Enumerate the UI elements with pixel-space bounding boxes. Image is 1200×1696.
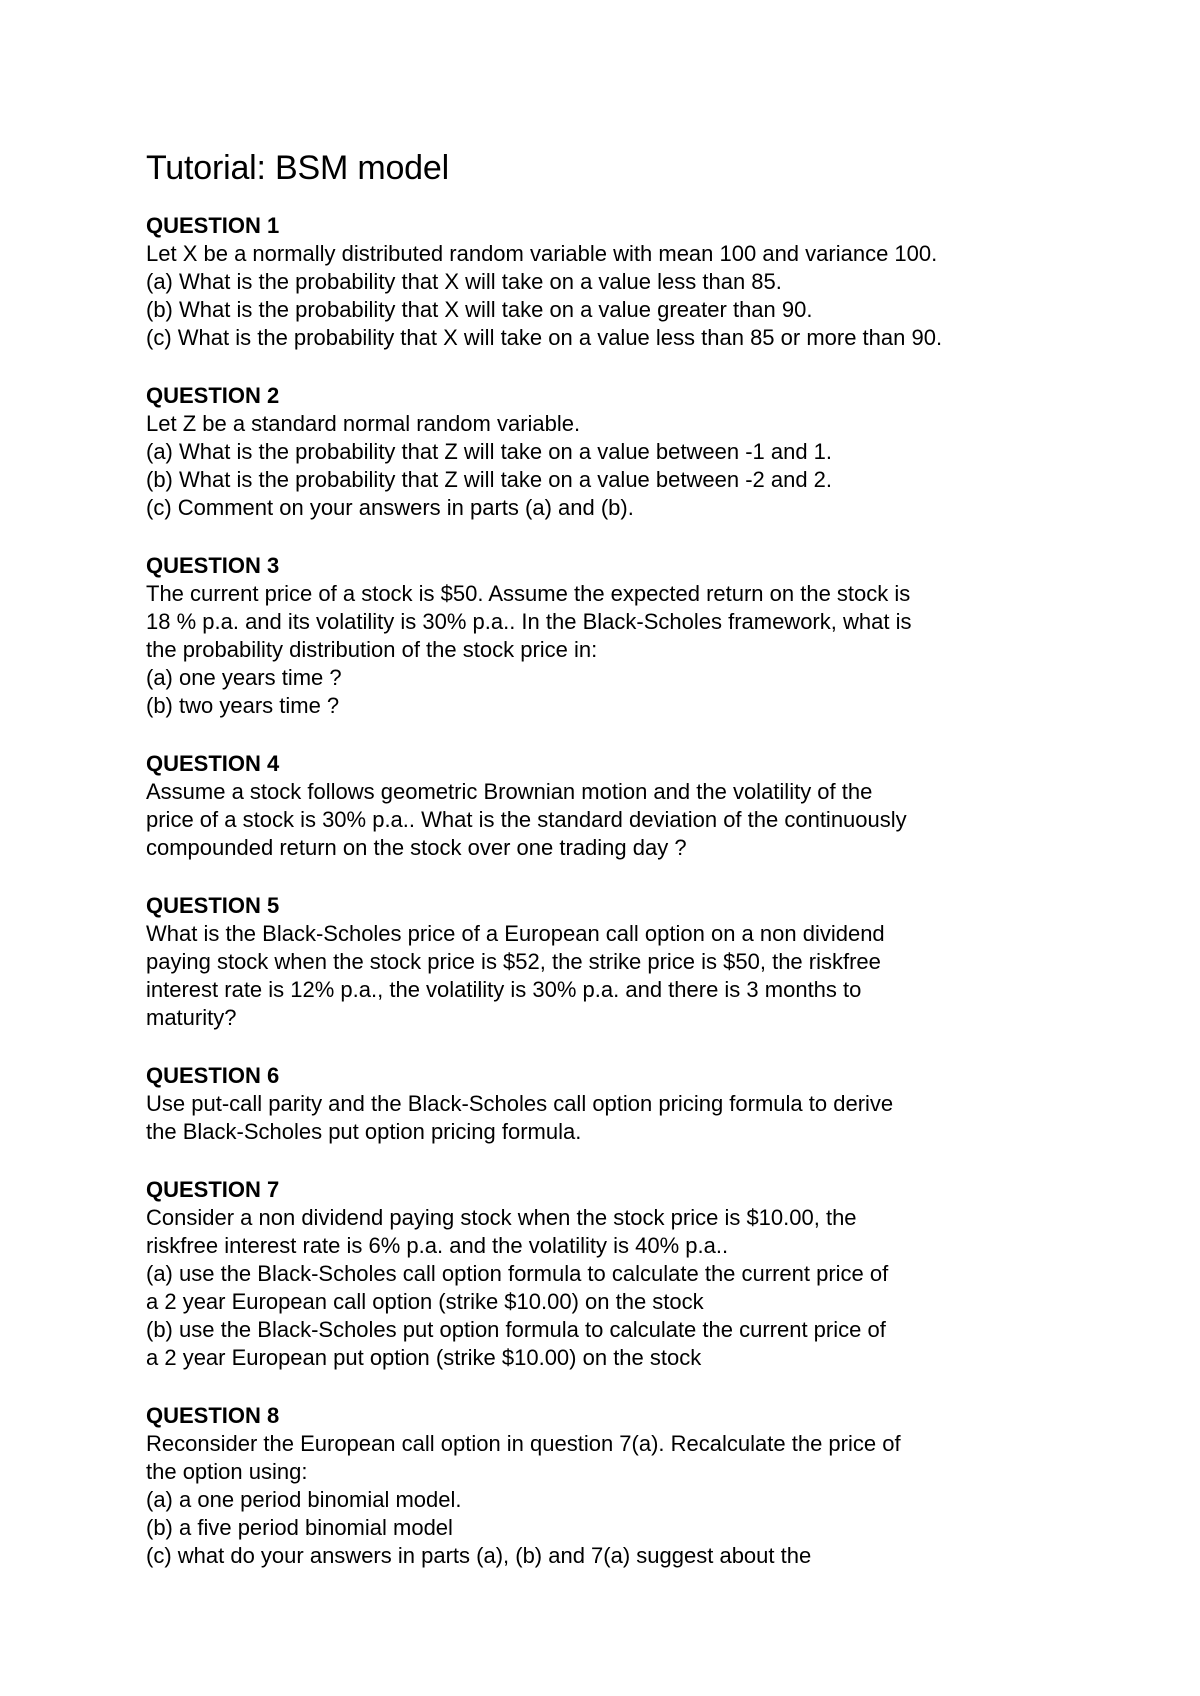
question-text-line: Consider a non dividend paying stock when the stock price is $10.00, the [146,1205,857,1230]
question-7 [146,1176,1066,1372]
question-text-line: (a) one years time ? [146,665,342,690]
question-text-line: (b) What is the probability that Z will take on a value between -2 and 2. [146,467,833,492]
question-text-line: Reconsider the European call option in question 7(a). Recalculate the price of [146,1431,901,1456]
question-3 [146,552,1066,720]
question-heading: QUESTION 4 [146,751,280,776]
question-text-line: a 2 year European call option (strike $10.00) on the stock [146,1289,704,1314]
question-8 [146,1402,1066,1570]
question-text-line: the Black-Scholes put option pricing formula. [146,1119,582,1144]
question-text-line: paying stock when the stock price is $52, the strike price is $50, the riskfree [146,949,881,974]
question-text-line: the probability distribution of the stock price in: [146,637,598,662]
question-text-line: maturity? [146,1005,237,1030]
question-text-line: riskfree interest rate is 6% p.a. and the volatility is 40% p.a.. [146,1233,729,1258]
question-text-line: 18 % p.a. and its volatility is 30% p.a.. In the Black-Scholes framework, what is [146,609,912,634]
question-text-line: (b) What is the probability that X will take on a value greater than 90. [146,297,813,322]
question-text-line: (b) two years time ? [146,693,340,718]
question-6 [146,1062,1066,1146]
question-text-line: (b) a five period binomial model [146,1515,453,1540]
question-4 [146,750,1066,862]
question-text-line: The current price of a stock is $50. Assume the expected return on the stock is [146,581,911,606]
question-heading: QUESTION 2 [146,383,280,408]
question-5 [146,892,1066,1032]
question-text-line: a 2 year European put option (strike $10.00) on the stock [146,1345,702,1370]
question-text-line: (c) What is the probability that X will take on a value less than 85 or more than 90. [146,325,943,350]
document-title: Tutorial: BSM model [146,149,449,187]
question-heading: QUESTION 1 [146,213,280,238]
question-text-line: Use put-call parity and the Black-Scholes call option pricing formula to derive [146,1091,894,1116]
question-text-line: (a) use the Black-Scholes call option formula to calculate the current price of [146,1261,889,1286]
question-2 [146,382,1066,522]
question-text-line: the option using: [146,1459,308,1484]
question-text-line: (c) what do your answers in parts (a), (b) and 7(a) suggest about the [146,1543,812,1568]
question-1 [146,212,1066,352]
question-text-line: price of a stock is 30% p.a.. What is the standard deviation of the continuously [146,807,907,832]
question-heading: QUESTION 8 [146,1403,280,1428]
question-text-line: (c) Comment on your answers in parts (a) and (b). [146,495,634,520]
question-text-line: Assume a stock follows geometric Brownian motion and the volatility of the [146,779,873,804]
question-text-line: Let Z be a standard normal random variable. [146,411,581,436]
question-text-line: (a) a one period binomial model. [146,1487,462,1512]
question-heading: QUESTION 3 [146,553,280,578]
question-heading: QUESTION 5 [146,893,280,918]
question-heading: QUESTION 6 [146,1063,280,1088]
question-heading: QUESTION 7 [146,1177,280,1202]
question-text-line: (b) use the Black-Scholes put option formula to calculate the current price of [146,1317,886,1342]
question-text-line: What is the Black-Scholes price of a European call option on a non dividend [146,921,885,946]
document-page [146,146,1066,1600]
question-text-line: compounded return on the stock over one trading day ? [146,835,687,860]
question-text-line: interest rate is 12% p.a., the volatility is 30% p.a. and there is 3 months to [146,977,862,1002]
question-text-line: (a) What is the probability that Z will take on a value between -1 and 1. [146,439,833,464]
question-text-line: (a) What is the probability that X will take on a value less than 85. [146,269,782,294]
question-text-line: Let X be a normally distributed random variable with mean 100 and variance 100. [146,241,938,266]
